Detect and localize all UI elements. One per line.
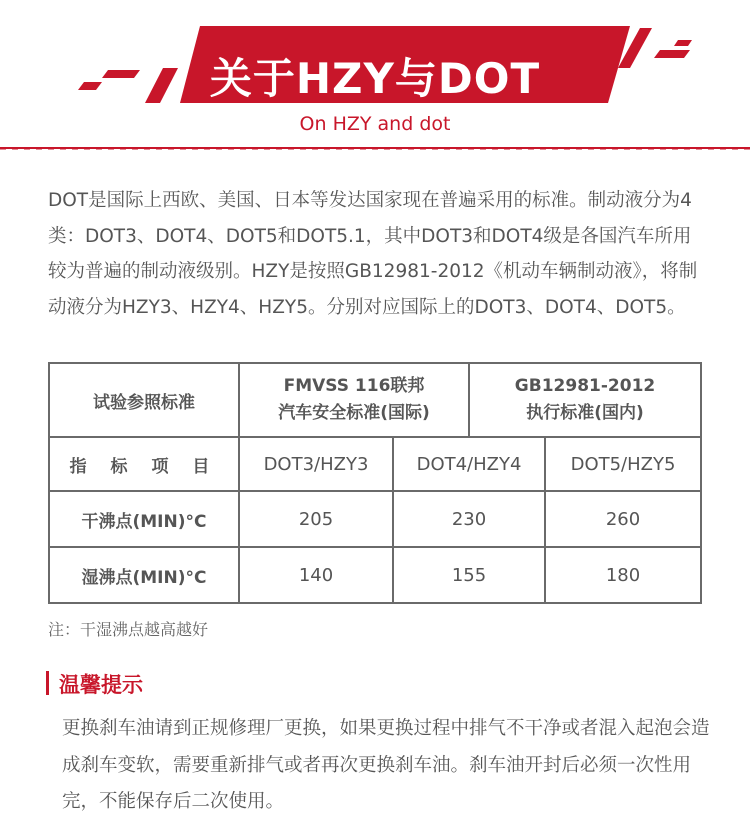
spec-table [48,362,702,604]
standard-domestic-cell [469,363,701,437]
table-row [49,547,701,603]
table-row [49,491,701,547]
page-subtitle: On HZY and dot [299,113,451,135]
standard-domestic-line1: GB12981-2012 [514,376,656,396]
intro-paragraph: DOT是国际上西欧、美国、日本等发达国家现在普遍采用的标准。制动液分为4类：DOT3、DOT4、DOT5和DOT5.1，其中DOT3和DOT4级是各国汽车所用较为普遍的制动液级别。HZY是按照GB12981-2012《机动车辆制动液》，将制动液分为HZY3、HZY4、HZY5。分别对应国际上的DOT3、DOT4、DOT5。 [48,190,698,318]
dry-boiling-value-3: 260 [545,491,701,547]
tips-paragraph: 更换刹车油请到正规修理厂更换，如果更换过程中排气不干净或者混入起泡会造成刹车变软，需要重新排气或者再次更换刹车油。刹车油开封后必须一次性用完，不能保存后二次使用。 [62,718,710,812]
grade-cell-1: DOT3/HZY3 [239,437,393,491]
header-banner [0,0,750,150]
dry-boiling-value-1: 205 [239,491,393,547]
wet-boiling-value-1: 140 [239,547,393,603]
page-title: 关于HZY与DOT [209,54,541,103]
item-label-cell: 指 标 项 目 [49,437,239,491]
standard-international-cell [239,363,469,437]
grade-cell-2: DOT4/HZY4 [393,437,545,491]
dry-boiling-label: 干沸点(MIN)°C [49,491,239,547]
grade-cell-3: DOT5/HZY5 [545,437,701,491]
wet-boiling-value-3: 180 [545,547,701,603]
tips-title: 温馨提示 [59,673,143,697]
wet-boiling-label: 湿沸点(MIN)°C [49,547,239,603]
table-header-row [49,363,701,437]
wet-boiling-value-2: 155 [393,547,545,603]
table-row-grades [49,437,701,491]
header-label-cell: 试验参照标准 [49,363,239,437]
standard-international-line2: 汽车安全标准(国际) [278,403,430,423]
standard-international-line1: FMVSS 116联邦 [283,376,425,396]
table-note: 注：干湿沸点越高越好 [48,620,209,639]
standard-domestic-line2: 执行标准(国内) [526,403,644,423]
dry-boiling-value-2: 230 [393,491,545,547]
tips-accent-bar [46,671,49,695]
